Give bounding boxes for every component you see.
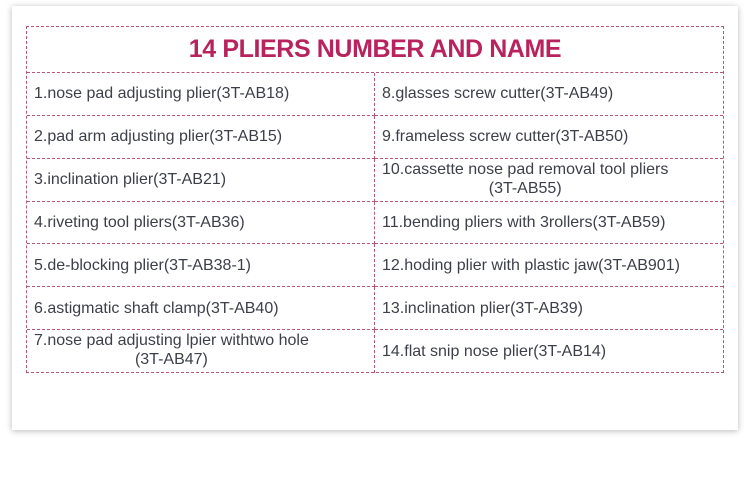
plier-item-12: 12.hoding plier with plastic jaw(3T-AB901) (375, 244, 723, 287)
plier-item-7-line1: 7.nose pad adjusting lpier withtwo hole (34, 332, 309, 350)
plier-item-3: 3.inclination plier(3T-AB21) (27, 159, 375, 202)
plier-item-1: 1.nose pad adjusting plier(3T-AB18) (27, 73, 375, 116)
pliers-grid (27, 73, 723, 373)
plier-item-7-line2: (3T-AB47) (134, 351, 208, 369)
pliers-card (12, 6, 738, 430)
plier-item-4: 4.riveting tool pliers(3T-AB36) (27, 202, 375, 245)
plier-item-11: 11.bending pliers with 3rollers(3T-AB59) (375, 202, 723, 245)
plier-item-10 (375, 159, 723, 202)
pliers-table (26, 26, 724, 373)
plier-item-2: 2.pad arm adjusting plier(3T-AB15) (27, 116, 375, 159)
plier-item-10-line1: 10.cassette nose pad removal tool pliers (382, 160, 669, 178)
table-title: 14 PLIERS NUMBER AND NAME (27, 27, 723, 73)
plier-item-8: 8.glasses screw cutter(3T-AB49) (375, 73, 723, 116)
plier-item-14: 14.flat snip nose plier(3T-AB14) (382, 343, 607, 361)
plier-item-10-line2: (3T-AB55) (488, 179, 562, 197)
plier-item-7-text (34, 331, 309, 369)
plier-item-13: 13.inclination plier(3T-AB39) (375, 287, 723, 330)
plier-item-7 (27, 330, 375, 373)
plier-item-9: 9.frameless screw cutter(3T-AB50) (375, 116, 723, 159)
plier-item-6: 6.astigmatic shaft clamp(3T-AB40) (27, 287, 375, 330)
plier-item-10-text (382, 160, 668, 198)
plier-item-5: 5.de-blocking plier(3T-AB38-1) (27, 244, 375, 287)
